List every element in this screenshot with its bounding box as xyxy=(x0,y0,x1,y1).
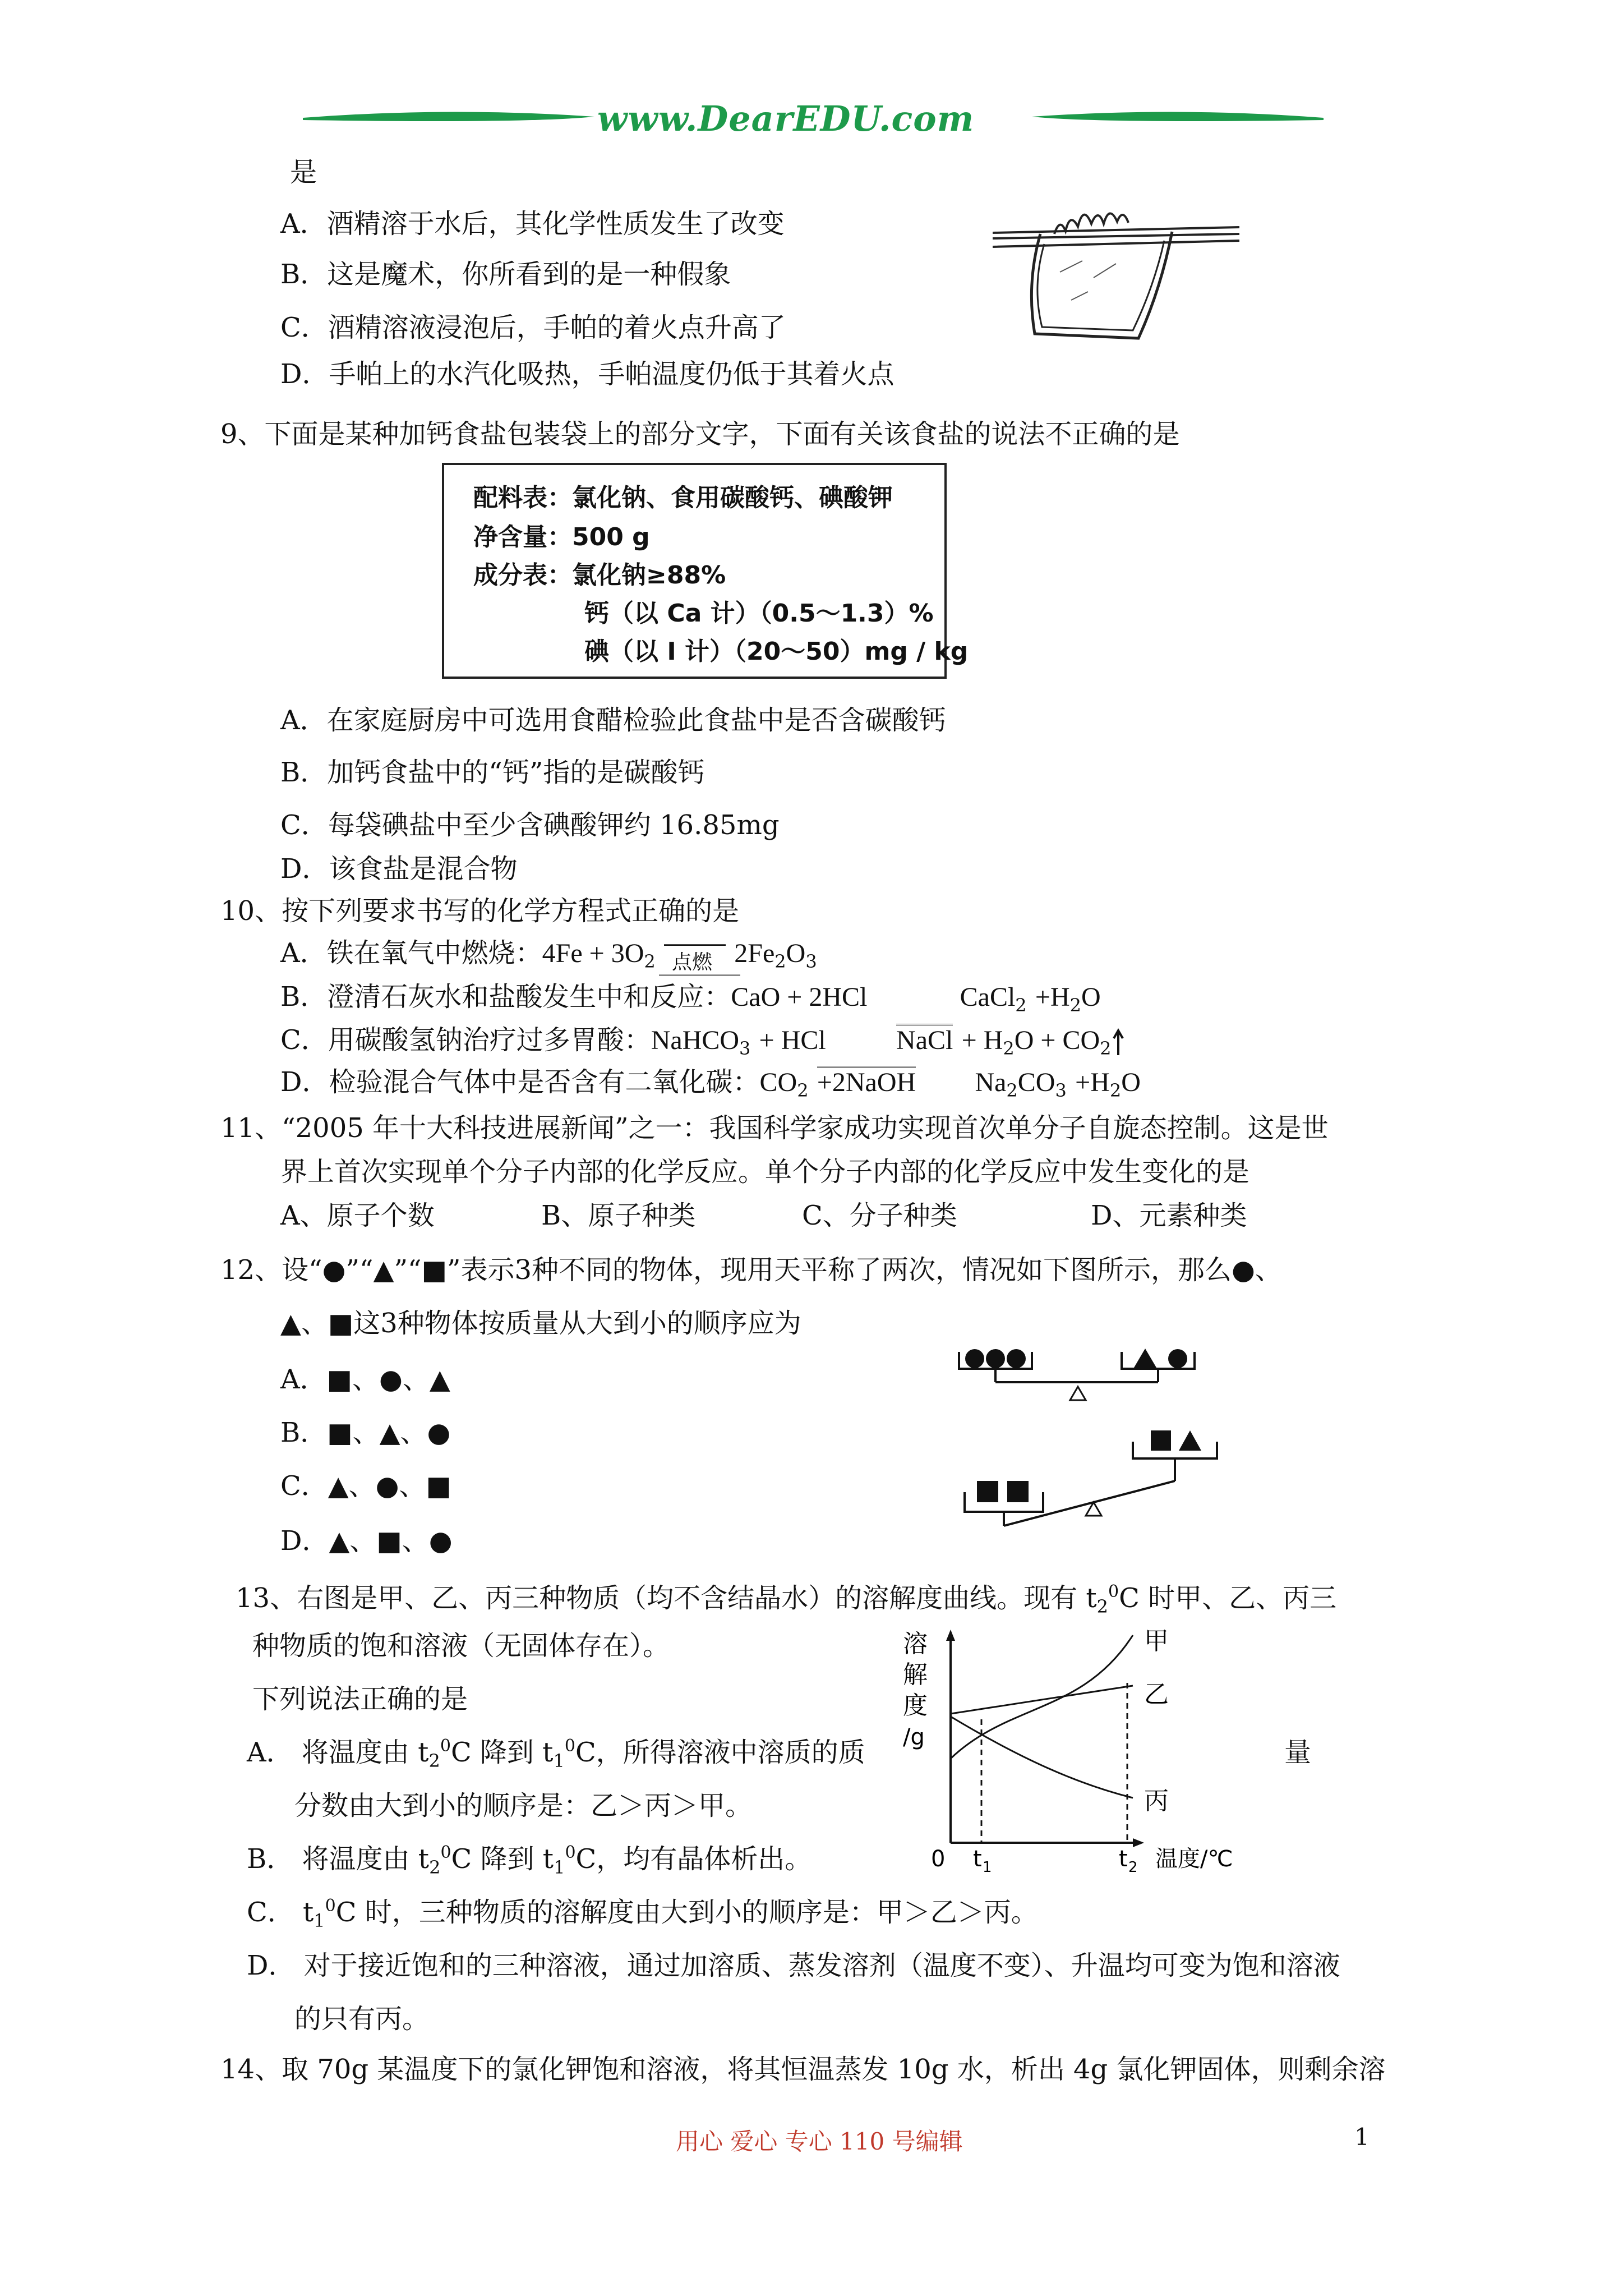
t1-sub: 1 xyxy=(983,1859,992,1876)
y-label-char-1: 溶 xyxy=(903,1630,928,1658)
q13-c-sub: 1 xyxy=(313,1910,325,1931)
q10-c-eq3: NaCl xyxy=(896,1024,953,1055)
q11-option-a: A、原子个数 xyxy=(280,1200,435,1231)
q10-option-d xyxy=(280,1060,1141,1101)
q11-option-c: C、分子种类 xyxy=(802,1200,957,1231)
q10-c-eq4: + H xyxy=(961,1025,1003,1055)
gas-arrow-up-icon xyxy=(1112,1028,1125,1056)
q12-option-d: D．▲、■、● xyxy=(280,1525,453,1557)
q10-d-sub: 2 xyxy=(797,1080,809,1101)
q10-c-sub3: 2 xyxy=(1100,1038,1112,1059)
q10-d-eq2: +2NaOH xyxy=(817,1066,916,1097)
q12-line1: 12、设“●”“▲”“■”表示3种不同的物体，现用天平称了两次，情况如下图所示，那么●、 xyxy=(220,1254,1282,1286)
q10-c-label: C．用碳酸氢钠治疗过多胃酸： xyxy=(280,1024,651,1056)
curve-jia xyxy=(951,1635,1133,1759)
box-line-calcium: 钙（以 Ca 计）（0.5～1.3）% xyxy=(584,599,934,628)
q14-line: 14、取 70g 某温度下的氯化钾饱和溶液，将其恒温蒸发 10g 水，析出 4g 氯化钾固体，则剩余溶 xyxy=(220,2054,1386,2085)
box-line-ingredients: 配料表：氯化钠、食用碳酸钙、碘酸钾 xyxy=(473,484,893,512)
q13-l1b: C 时甲、乙、丙三 xyxy=(1119,1582,1337,1614)
q13-line3: 下列说法正确的是 xyxy=(252,1683,468,1715)
q13-option-d-line1: D． 对于接近饱和的三种溶液，通过加溶质、蒸发溶剂（温度不变）、升温均可变为饱和溶液 xyxy=(247,1950,1340,1981)
q10-a-eq3: O xyxy=(786,938,806,968)
t2-sub: 2 xyxy=(1128,1859,1138,1876)
q10-a-label: A．铁在氧气中燃烧： xyxy=(280,937,542,969)
q13-c-sup: 0 xyxy=(325,1896,336,1916)
balance-bottom xyxy=(965,1430,1217,1526)
y-axis-arrow xyxy=(946,1630,955,1641)
q13-a1-sub2: 1 xyxy=(553,1750,565,1772)
q10-c-sub2: 2 xyxy=(1003,1038,1015,1059)
q12-option-c: C．▲、●、■ xyxy=(280,1470,451,1502)
burning-handkerchief-image xyxy=(993,194,1239,345)
q10-b-sub2: 2 xyxy=(1069,995,1082,1016)
q10-b-underline xyxy=(659,974,740,976)
q13-a1c: C，所得溶液中溶质的质 xyxy=(575,1737,865,1768)
footer-text: 用心 爱心 专心 110 号编辑 xyxy=(676,2128,963,2155)
q10-c-eq: NaHCO xyxy=(651,1025,740,1055)
q10-c-eq2: + HCl xyxy=(759,1025,826,1055)
q13-a1b: C 降到 t xyxy=(450,1737,554,1768)
q10-b-sub: 2 xyxy=(1015,995,1027,1016)
q10-a-sub: 2 xyxy=(644,951,656,972)
q10-a-cond-text: 点燃 xyxy=(672,951,713,974)
q10-d-eq6: O xyxy=(1121,1068,1141,1097)
q13-a1-sub1: 2 xyxy=(428,1750,440,1772)
q8-option-d: D．手帕上的水汽化吸热，手帕温度仍低于其着火点 xyxy=(280,358,895,390)
series-label-jia: 甲 xyxy=(1144,1627,1169,1655)
q10-stem: 10、按下列要求书写的化学方程式正确的是 xyxy=(220,895,740,927)
q12-option-b: B．■、▲、● xyxy=(280,1417,451,1448)
q10-d-eq3: Na xyxy=(975,1068,1007,1097)
q13-ca: C． t xyxy=(247,1897,314,1928)
q13-line2: 种物质的饱和溶液（无固体存在）。 xyxy=(252,1630,670,1662)
q13-bc: C，均有晶体析出。 xyxy=(575,1843,812,1875)
page-number: 1 xyxy=(1354,2123,1370,2151)
q13-bb: C 降到 t xyxy=(451,1843,554,1875)
q13-option-a-tail: 量 xyxy=(1284,1737,1312,1768)
balance-diagram xyxy=(953,1341,1223,1554)
q13-b-sub1: 2 xyxy=(429,1857,441,1878)
y-label-char-2: 解 xyxy=(903,1660,928,1689)
curve-yi xyxy=(951,1686,1133,1714)
q13-a1-sup1: 0 xyxy=(440,1736,451,1756)
q12-option-a: A．■、●、▲ xyxy=(280,1364,450,1395)
q10-b-eq2: CaCl xyxy=(960,982,1016,1012)
q8-option-b: B．这是魔术，你所看到的是一种假象 xyxy=(280,259,731,290)
box-line-composition: 成分表：氯化钠≥88% xyxy=(473,561,726,590)
q12-line2: ▲、■这3种物体按质量从大到小的顺序应为 xyxy=(280,1308,801,1339)
q13-a1a: A． 将温度由 t xyxy=(247,1737,429,1768)
q10-b-label: B．澄清石灰水和盐酸发生中和反应： xyxy=(280,981,731,1013)
x-axis-arrow xyxy=(1133,1838,1144,1847)
q13-option-d-line2: 的只有丙。 xyxy=(294,2003,430,2035)
q11-line2: 界上首次实现单个分子内部的化学反应。单个分子内部的化学反应中发生变化的是 xyxy=(280,1156,1250,1188)
q13-l1-sub: 2 xyxy=(1096,1596,1108,1617)
q13-b-sup2: 0 xyxy=(565,1843,576,1862)
q13-line1 xyxy=(236,1576,1336,1617)
t2-label: t xyxy=(1119,1846,1128,1872)
origin-label: 0 xyxy=(931,1846,946,1872)
q10-option-c xyxy=(280,1018,1125,1059)
q10-b-eq4: O xyxy=(1081,982,1101,1012)
q13-a1-sup2: 0 xyxy=(564,1736,575,1756)
q9-option-a: A．在家庭厨房中可选用食醋检验此食盐中是否含碳酸钙 xyxy=(280,705,946,736)
series-label-yi: 乙 xyxy=(1144,1680,1169,1709)
q10-a-sub2: 2 xyxy=(774,951,786,972)
q9-option-b: B．加钙食盐中的“钙”指的是碳酸钙 xyxy=(280,757,705,788)
q8-option-c: C．酒精溶液浸泡后，手帕的着火点升高了 xyxy=(280,312,786,343)
q10-a-sub3: 3 xyxy=(805,951,817,972)
q13-option-a-line1 xyxy=(247,1731,865,1772)
q10-d-eq4: CO xyxy=(1017,1068,1055,1097)
q9-option-c: C．每袋碘盐中至少含碘酸钾约 16.85mg xyxy=(280,809,780,841)
q8-tail: 是 xyxy=(290,157,317,188)
solubility-curve-chart xyxy=(897,1624,1267,1882)
q10-a-condition xyxy=(664,940,726,974)
x-axis-label: 温度/℃ xyxy=(1155,1846,1233,1872)
q10-d-eq5: +H xyxy=(1075,1068,1110,1097)
y-label-unit: /g xyxy=(903,1724,925,1750)
q13-option-b xyxy=(247,1837,811,1878)
q10-c-eq5: O + CO xyxy=(1014,1025,1100,1055)
q13-l1a: 13、右图是甲、乙、丙三种物质（均不含结晶水）的溶解度曲线。现有 t xyxy=(236,1582,1097,1614)
q13-option-a-line2: 分数由大到小的顺序是：乙＞丙＞甲。 xyxy=(294,1790,753,1821)
q10-d-eq: CO xyxy=(759,1068,797,1097)
q11-option-d: D、元素种类 xyxy=(1091,1200,1247,1231)
q10-d-sub3: 3 xyxy=(1055,1080,1067,1101)
q13-b-sub2: 1 xyxy=(554,1857,565,1878)
q10-option-a xyxy=(280,931,817,972)
q13-b-sup1: 0 xyxy=(440,1843,451,1862)
q11-line1: 11、“2005 年十大科技进展新闻”之一：我国科学家成功实现首次单分子自旋态控制。这是世 xyxy=(220,1112,1329,1144)
q10-d-sub2: 2 xyxy=(1006,1080,1018,1101)
q10-d-sub4: 2 xyxy=(1109,1080,1122,1101)
q10-b-eq3: +H xyxy=(1035,982,1070,1012)
q10-c-sub: 3 xyxy=(739,1038,751,1059)
box-line-net-weight: 净含量：500 g xyxy=(473,523,650,551)
q11-option-b: B、原子种类 xyxy=(541,1200,696,1231)
q9-stem: 9、下面是某种加钙食盐包装袋上的部分文字，下面有关该食盐的说法不正确的是 xyxy=(220,418,1180,450)
q10-a-eq: 4Fe + 3O xyxy=(542,938,644,968)
q10-d-label: D．检验混合气体中是否含有二氧化碳： xyxy=(280,1066,760,1098)
ingredient-box xyxy=(442,463,969,679)
q9-option-d: D．该食盐是混合物 xyxy=(280,853,518,885)
q13-cb: C 时，三种物质的溶解度由大到小的顺序是：甲＞乙＞丙。 xyxy=(335,1897,1038,1928)
q13-option-c xyxy=(247,1890,1038,1931)
series-label-bing: 丙 xyxy=(1144,1787,1169,1815)
q8-option-a: A．酒精溶于水后，其化学性质发生了改变 xyxy=(280,208,785,240)
q13-ba: B． 将温度由 t xyxy=(247,1843,430,1875)
box-line-iodine: 碘（以 I 计）（20～50）mg / kg xyxy=(584,637,969,666)
y-label-char-3: 度 xyxy=(903,1691,928,1720)
q10-a-eq2: 2Fe xyxy=(734,938,775,968)
q13-l1-sup: 0 xyxy=(1108,1582,1119,1602)
curve-bing xyxy=(951,1717,1133,1798)
balance-top xyxy=(959,1349,1195,1400)
q10-b-eq: CaO + 2HCl xyxy=(731,982,868,1012)
q10-option-b xyxy=(280,975,1101,1016)
t1-label: t xyxy=(973,1846,982,1872)
header-logo[interactable]: www.DearEDU.com xyxy=(597,98,975,139)
